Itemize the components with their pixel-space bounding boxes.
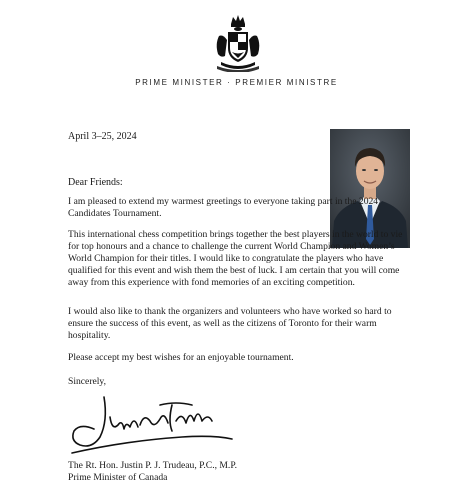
letter-date: April 3–25, 2024 (68, 131, 137, 142)
signatory-title: Prime Minister of Canada (68, 472, 168, 483)
salutation: Dear Friends: (68, 177, 123, 188)
paragraph-thanks: I would also like to thank the organizers and volunteers who have worked so hard to ensure the success of this event, as well as the citizens of Toronto for their warm hospitality. (68, 306, 392, 341)
office-title: PRIME MINISTER · PREMIER MINISTRE (135, 78, 338, 87)
handwritten-signature (64, 391, 234, 459)
paragraph-wishes: Please accept my best wishes for an enjoyable tournament. (68, 352, 294, 363)
paragraph-greeting: I am pleased to extend my warmest greetings to everyone taking part in the 2024 Candidates Tournament. (68, 196, 379, 219)
paragraph-competition: This international chess competition brings together the best players in the world to vie for top honours and a chance to challenge the current World Champion and Women’s World Champion for their titles. I would like to congratulate the players who have qualified for this event and wish them the best of luck. I am certain that you will come away from this experience with fond memories of an exciting competition. (68, 229, 403, 288)
coat-of-arms-icon (211, 14, 265, 72)
signatory-name: The Rt. Hon. Justin P. J. Trudeau, P.C., M.P. (68, 460, 237, 471)
closing: Sincerely, (68, 376, 107, 387)
